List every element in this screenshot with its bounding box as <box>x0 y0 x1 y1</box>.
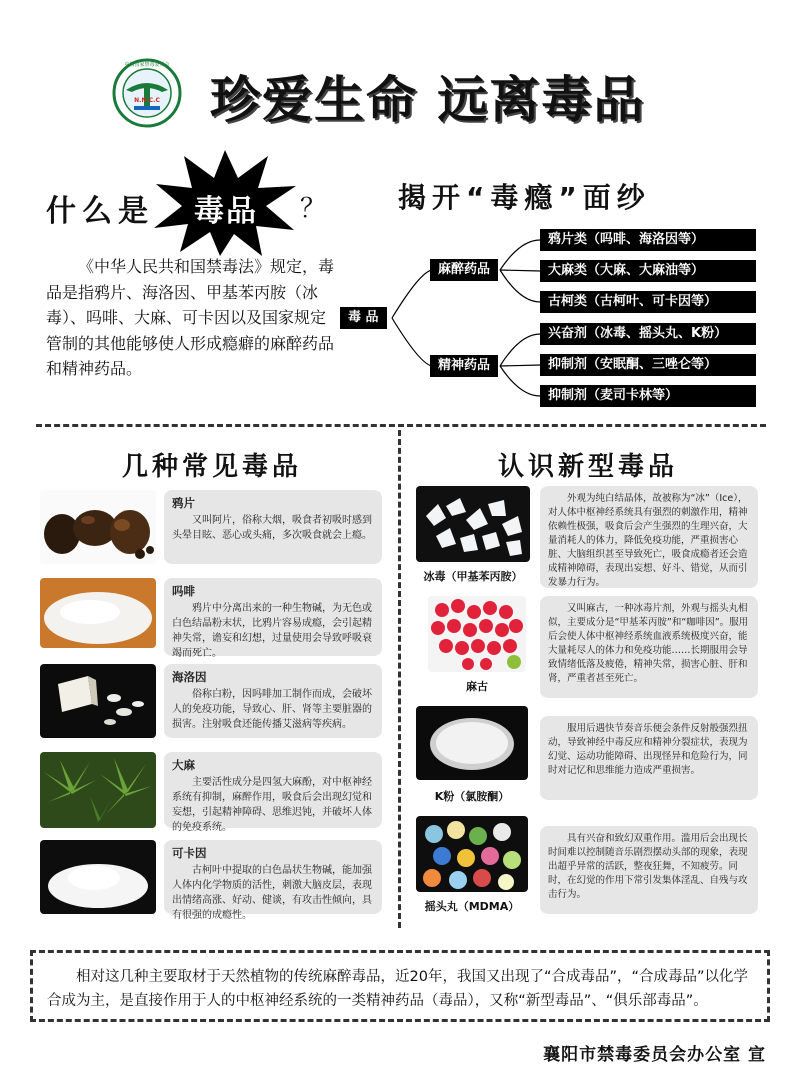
tree-leaf-opium: 鸦片类（吗啡、海洛因等） <box>540 229 756 251</box>
drug-card-cannabis <box>164 752 382 833</box>
drug-definition-text: 《中华人民共和国禁毒法》规定，毒品是指鸦片、海洛因、甲基苯丙胺（冰毒）、吗啡、大麻、可卡因以及国家规定管制的其他能够使人形成瘾癖的麻醉药品和精神药品。 <box>46 257 335 378</box>
drug-card-morphine <box>164 578 382 659</box>
tree-leaf-mescaline: 抑制剂（麦司卡林等） <box>540 385 756 407</box>
drug-card-ecstasy <box>540 826 758 914</box>
drug-card-name: 海洛因 <box>172 670 207 684</box>
cocaine-photo <box>40 840 156 914</box>
tree-branch-psychotropics: 精神药品 <box>430 355 498 377</box>
drug-card-name: 吗啡 <box>172 584 195 598</box>
magu-pills-photo <box>428 596 526 672</box>
drug-card-text: 鸦片中分离出来的一种生物碱，为无色或白色结晶粉末状，比鸦片容易成瘾，会引起精神失常，谵妄和幻想，过量使用会导致呼吸衰竭而死亡。 <box>172 603 372 659</box>
drug-card-cocaine <box>164 840 382 921</box>
drug-card-text: 俗称白粉，因吗啡加工制作而成，会破坏人的免疫功能，导致心、肝、肾等主要脏器的损害。注射吸食还能传播艾滋病等疾病。 <box>172 689 372 730</box>
ice-meth-caption: 冰毒（甲基苯丙胺） <box>423 570 523 583</box>
common-drugs-title: 几种常见毒品 <box>122 452 303 482</box>
drug-card-name: 大麻 <box>172 758 195 772</box>
drug-card-opium <box>164 490 382 564</box>
what-is-highlight: 毒品 <box>194 194 258 229</box>
ketamine-photo <box>416 706 528 780</box>
drug-card-ice-meth <box>540 486 758 588</box>
drug-card-text: 古柯叶中提取的白色晶状生物碱，能加强人体内化学物质的活性，刺激大脑皮层，表现出情绪高涨、好动、健谈，有攻击性倾向，具有很强的成瘾性。 <box>172 865 372 921</box>
heroin-photo <box>40 664 156 738</box>
drug-card-name: 可卡因 <box>172 846 207 860</box>
cannabis-photo <box>40 752 156 828</box>
drug-card-heroin <box>164 664 382 738</box>
opium-photo <box>40 490 156 564</box>
emblem-letters: N.N.C.C <box>134 97 160 104</box>
drug-card-text: 服用后遇快节奏音乐便会条件反射般强烈扭动，导致神经中毒反应和精神分裂症状，表现为幻觉、运动功能障碍、出现怪异和危险行为，同时对记忆和思维能力造成严重损害。 <box>548 723 748 776</box>
anti-drug-emblem-icon <box>112 58 182 128</box>
ecstasy-pills-photo <box>416 816 528 892</box>
page-title: 珍爱生命 远离毒品 <box>210 71 646 129</box>
drug-card-text: 主要活性成分是四氢大麻酚，对中枢神经系统有抑制，麻醉作用，吸食后会出现幻觉和妄想，引起精神障碍、思维迟钝，并破坏人体的免疫系统。 <box>172 777 372 833</box>
tree-leaf-depressants: 抑制剂（安眠酮、三唑仑等） <box>540 354 756 376</box>
morphine-photo <box>40 578 156 648</box>
tree-leaf-stimulants: 兴奋剂（冰毒、摇头丸、K粉） <box>540 323 756 345</box>
issuer-signature: 襄阳市禁毒委员会办公室 宣 <box>543 1045 766 1065</box>
drug-card-text: 又叫阿片，俗称大烟，吸食者初吸时感到头晕目眩、恶心或头痛，多次吸食就会上瘾。 <box>172 515 372 541</box>
drug-card-magu <box>540 596 758 698</box>
drug-card-ketamine <box>540 716 758 800</box>
what-is-question-mark: ？ <box>300 194 327 224</box>
what-is-prefix: 什么是 <box>46 194 154 229</box>
tree-leaf-coca: 古柯类（古柯叶、可卡因等） <box>540 291 756 313</box>
ketamine-caption: K粉（氯胺酮） <box>434 790 510 803</box>
emblem-text: 中国国家禁毒委员会 <box>124 62 170 68</box>
ecstasy-caption: 摇头丸（MDMA） <box>424 900 520 913</box>
tree-leaf-cannabis: 大麻类（大麻、大麻油等） <box>540 260 756 282</box>
new-drugs-title: 认识新型毒品 <box>498 452 679 482</box>
tree-root: 毒 品 <box>340 307 387 329</box>
drug-card-text: 具有兴奋和致幻双重作用。滥用后会出现长时间难以控制随音乐剧烈摆动头部的现象，表现出超乎异常的活跃，整夜狂舞，不知疲劳。同时，在幻觉的作用下常引发集体淫乱、自残与攻击行为。 <box>548 833 748 900</box>
drug-card-text: 又叫麻古，一种冰毒片剂，外观与摇头丸相似，主要成分是“甲基苯丙胺”和“咖啡因”。服用后会使人体中枢神经系统血液系统极度兴奋，能大量耗尽人的体力和免疫功能……长期服用会导致情绪低落及疲倦，精神失常，损害心脏、肝和肾，严重者甚至死亡。 <box>548 603 749 684</box>
synthetic-drugs-note: 相对这几种主要取材于天然植物的传统麻醉毒品，近20年，我国又出现了“合成毒品”，“合成毒品”以化学合成为主，是直接作用于人的中枢神经系统的一类精神药品（毒品），又称“新型毒品”、“俱乐部毒品”。 <box>30 950 770 1022</box>
tree-title: 揭开“毒瘾”面纱 <box>398 181 651 214</box>
vertical-dashed-divider <box>398 430 401 928</box>
ice-meth-photo <box>416 486 530 562</box>
drug-card-text: 外观为纯白结晶体，故被称为“冰”（Ice），对人体中枢神经系统具有强烈的刺激作用，精神依赖性极强，吸食后会产生强烈的生理兴奋，大量消耗人的体力，降低免疫功能，严重损害心脏、大脑组织甚至导致死亡，吸食成瘾者还会造成精神障碍，表现出妄想、好斗、错觉，从而引发暴力行为。 <box>548 493 748 588</box>
magu-caption: 麻古 <box>466 680 488 693</box>
horizontal-dashed-divider <box>36 424 766 427</box>
tree-branch-narcotics: 麻醉药品 <box>430 259 498 281</box>
drug-card-name: 鸦片 <box>172 496 195 510</box>
